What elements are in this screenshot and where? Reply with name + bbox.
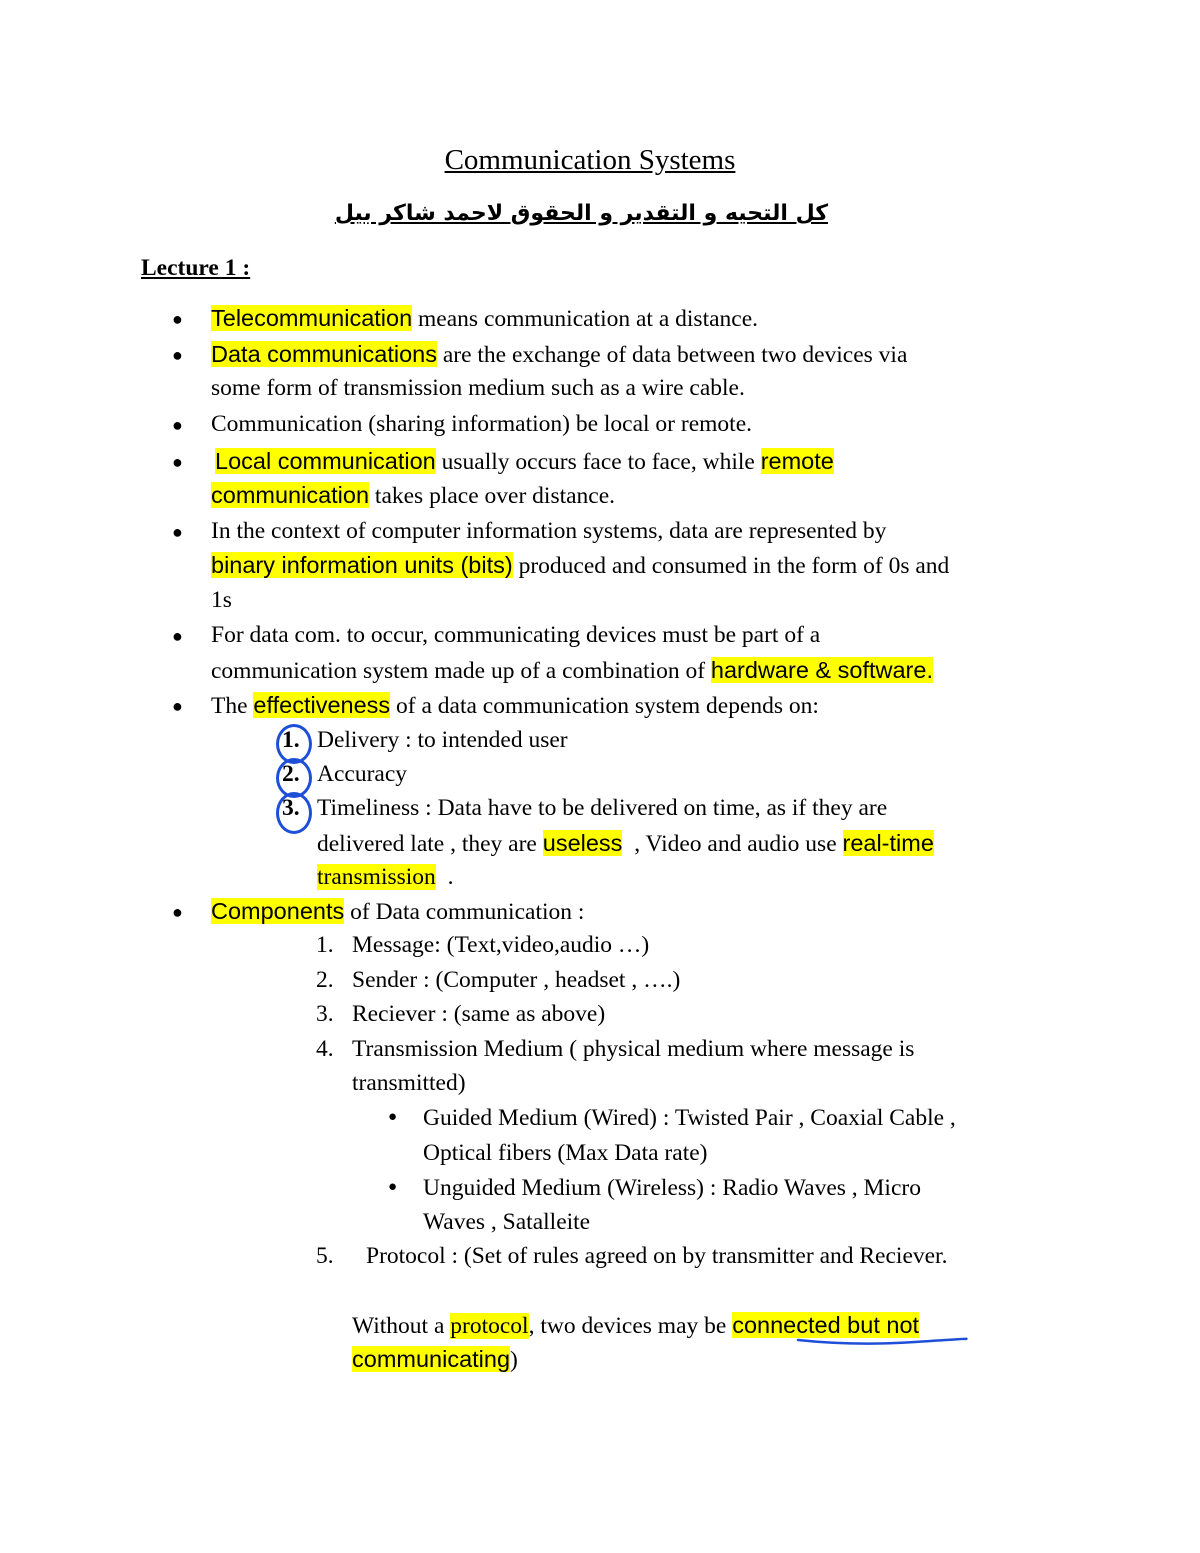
bullet-text: The: [211, 693, 254, 719]
bullet-3: Communication (sharing information) be local or remote.: [211, 411, 753, 437]
bullet-text: means communication at a distance.: [412, 306, 759, 332]
highlight-term: remote: [760, 448, 834, 474]
highlight-term: Components: [211, 898, 345, 924]
bullet-6-line2: [211, 656, 933, 686]
effectiveness-item-3-line2: [317, 829, 934, 859]
bullet-icon: ●: [388, 1179, 398, 1195]
effectiveness-number: 2.: [282, 761, 300, 787]
lecture-heading: Lecture 1 :: [141, 255, 251, 281]
component-number: 5.: [316, 1243, 334, 1269]
effectiveness-item-3: Timeliness : Data have to be delivered on time, as if they are: [317, 795, 888, 821]
bullet-7: [211, 691, 819, 721]
highlight-term: Telecommunication: [211, 305, 413, 331]
highlight-term: useless: [542, 830, 623, 856]
pen-circle-annotation: [276, 792, 312, 834]
component-item-4: Transmission Medium ( physical medium where message is: [352, 1036, 915, 1062]
bullet-text: communication system made up of a combination of: [211, 658, 711, 684]
bullet-icon: ●: [172, 309, 183, 329]
bullet-icon: ●: [172, 452, 183, 472]
bullet-icon: ●: [172, 696, 183, 716]
bullet-1: [211, 304, 758, 334]
highlight-term: communicating: [352, 1346, 511, 1372]
highlight-term: connected but not: [732, 1312, 920, 1338]
item-text: , Video and audio use: [622, 831, 843, 857]
highlight-term: effectiveness: [253, 692, 391, 718]
media-guided-line2: Optical fibers (Max Data rate): [423, 1140, 708, 1166]
component-number: 4.: [316, 1036, 334, 1062]
item-text: .: [435, 864, 454, 890]
bullet-text: usually occurs face to face, while: [435, 449, 761, 475]
bullet-icon: ●: [172, 522, 183, 542]
effectiveness-item-3-line3: [317, 863, 453, 892]
component-item-2: Sender : (Computer , headset , ….): [352, 967, 681, 993]
media-unguided-line2: Waves , Satalleite: [423, 1209, 591, 1235]
bullet-text: produced and consumed in the form of 0s and: [512, 553, 950, 579]
item-text: delivered late , they are: [317, 831, 543, 857]
effectiveness-number: 3.: [282, 795, 300, 821]
effectiveness-item-1: Delivery : to intended user: [317, 727, 568, 753]
bullet-4-line2: [211, 481, 615, 511]
highlight-term: Local communication: [215, 448, 436, 474]
component-item-3: Reciever : (same as above): [352, 1001, 606, 1027]
note-text: , two devices may be: [528, 1313, 733, 1339]
note-text: Without a: [352, 1313, 451, 1339]
bullet-5-line3: 1s: [211, 587, 232, 613]
bullet-icon: ●: [172, 626, 183, 646]
media-guided: Guided Medium (Wired) : Twisted Pair , Coaxial Cable ,: [423, 1105, 956, 1131]
note-text: ): [510, 1347, 518, 1373]
highlight-term: hardware & software.: [710, 657, 933, 683]
bullet-text: of a data communication system depends on:: [390, 693, 819, 719]
pen-underline-annotation: [795, 1334, 970, 1348]
components-heading: [211, 897, 584, 927]
bullet-4: [215, 447, 834, 477]
bullet-text: takes place over distance.: [369, 483, 616, 509]
bullet-icon: ●: [172, 345, 183, 365]
bullet-text: are the exchange of data between two devices via: [436, 342, 908, 368]
bullet-5-line2: [211, 551, 949, 581]
highlight-term: protocol: [450, 1313, 529, 1339]
bullet-6: For data com. to occur, communicating devices must be part of a: [211, 622, 821, 648]
media-unguided: Unguided Medium (Wireless) : Radio Waves , Micro: [423, 1175, 921, 1201]
document-title: Communication Systems: [444, 144, 736, 176]
bullet-icon: ●: [172, 415, 183, 435]
arabic-dedication: كل التحيه و التقدير و الحقوق لاحمد شاكر بيل: [334, 201, 828, 226]
highlight-term: binary information units (bits): [211, 552, 513, 578]
bullet-icon: ●: [172, 902, 183, 922]
component-number: 1.: [316, 932, 334, 958]
effectiveness-item-2: Accuracy: [317, 761, 408, 787]
highlight-term: communication: [211, 482, 370, 508]
component-item-1: Message: (Text,video,audio …): [352, 932, 650, 958]
component-number: 2.: [316, 967, 334, 993]
bullet-2-line2: some form of transmission medium such as a wire cable.: [211, 375, 745, 401]
highlight-term: transmission: [317, 864, 436, 890]
protocol-note-line2: [352, 1345, 518, 1375]
bullet-icon: ●: [388, 1109, 398, 1125]
component-item-5: Protocol : (Set of rules agreed on by transmitter and Reciever.: [366, 1243, 948, 1269]
effectiveness-number: 1.: [282, 727, 300, 753]
component-number: 3.: [316, 1001, 334, 1027]
highlight-term: real-time: [842, 830, 934, 856]
bullet-2: [211, 340, 907, 370]
bullet-text: of Data communication :: [344, 899, 585, 925]
component-item-4-line2: transmitted): [352, 1070, 466, 1096]
bullet-5: In the context of computer information systems, data are represented by: [211, 518, 887, 544]
highlight-term: Data communications: [211, 341, 437, 367]
